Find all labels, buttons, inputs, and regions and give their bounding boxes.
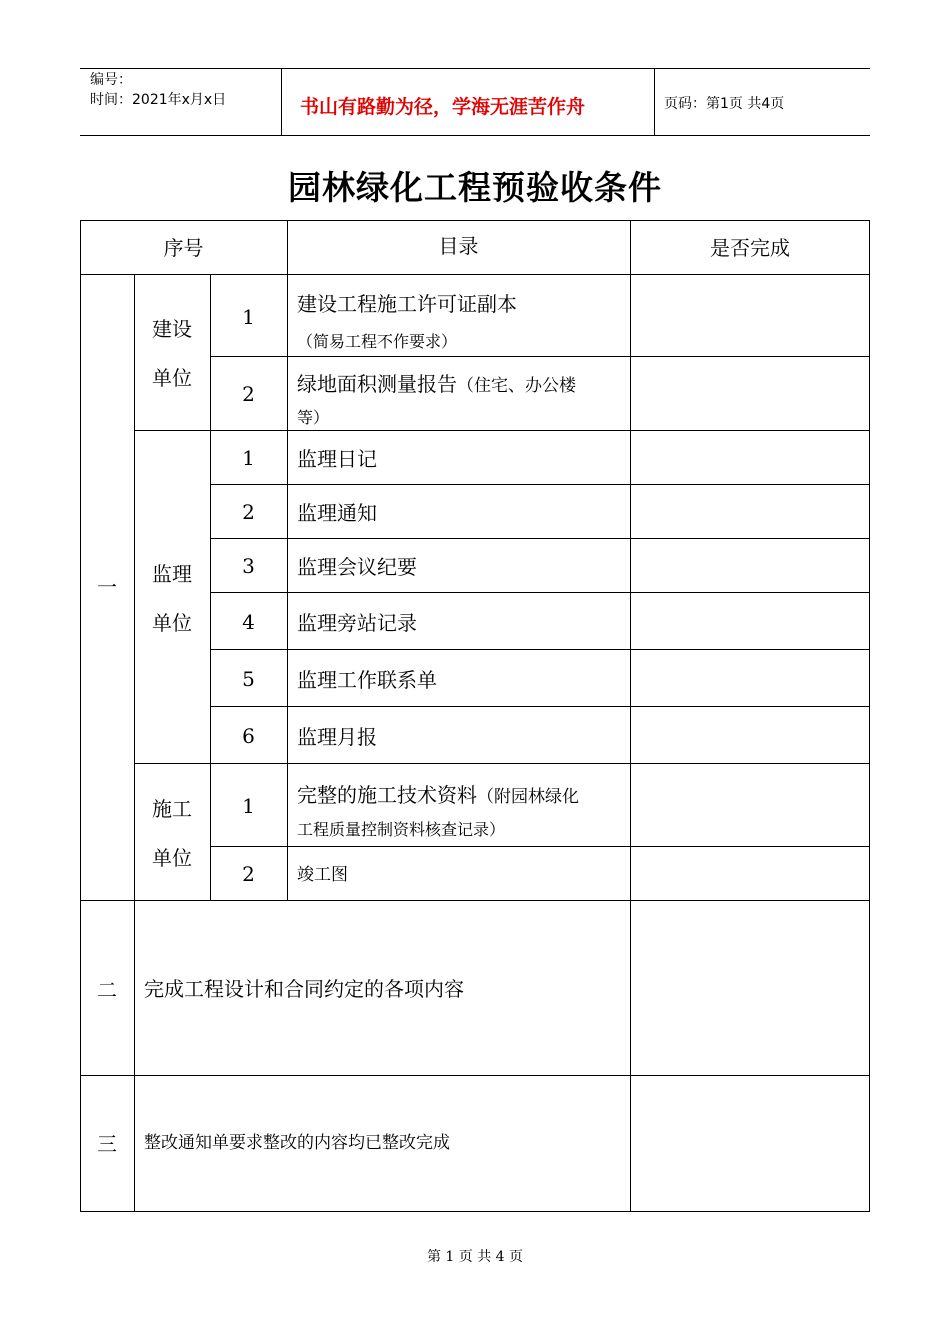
section-number: 二 [97,978,117,1002]
item-number: 1 [242,446,255,470]
unit-label: 单位 [152,611,192,635]
table-rule [210,846,870,847]
table-rule [80,274,870,275]
doc-time-label: 时间：2021年x月x日 [90,92,227,108]
table-rule [210,484,870,485]
item-note: （简易工程不作要求） [297,332,458,351]
item-number: 2 [242,382,255,406]
table-rule [869,220,870,1212]
header-top-rule [80,68,870,69]
header-divider-2 [654,68,655,136]
table-rule [287,220,288,901]
item-text: 监理通知 [297,501,377,525]
item-text: 完整的施工技术资料 [297,783,477,807]
table-rule [134,763,870,764]
unit-label: 单位 [152,366,192,390]
page-title: 园林绿化工程预验收条件 [288,168,662,207]
table-rule [210,706,870,707]
item-note: 等） [297,408,330,427]
table-rule [210,538,870,539]
unit-label: 监理 [152,562,192,586]
page-info: 页码：第1页 共4页 [664,96,785,112]
item-text-with-note [297,371,576,399]
item-text: 监理会议纪要 [297,555,417,579]
item-text: 监理日记 [297,447,377,471]
table-rule [80,1211,870,1212]
item-note: （住宅、办公楼 [457,376,576,396]
item-number: 2 [242,500,255,524]
table-rule [134,274,135,1212]
header-motto: 书山有路勤为径，学海无涯苦作舟 [300,96,586,118]
item-text: 竣工图 [297,865,348,885]
header-seq: 序号 [163,236,204,260]
table-rule [80,220,81,1212]
unit-label: 施工 [152,797,192,821]
item-text-with-note [297,782,579,810]
item-number: 4 [242,610,255,634]
item-note: （附园林绿化 [477,787,579,807]
table-rule [210,592,870,593]
header-done: 是否完成 [710,236,790,260]
item-number: 2 [242,862,255,886]
section-text: 整改通知单要求整改的内容均已整改完成 [144,1133,450,1153]
table-rule [80,900,870,901]
section-number: 三 [97,1132,117,1156]
doc-number-label: 编号： [90,72,132,88]
table-rule [210,356,870,357]
unit-label: 单位 [152,846,192,870]
item-number: 1 [242,794,255,818]
page-footer: 第 1 页 共 4 页 [426,1249,524,1265]
table-rule [630,220,631,1212]
section-text: 完成工程设计和合同约定的各项内容 [144,977,464,1001]
item-text: 监理月报 [297,725,377,749]
item-text: 监理旁站记录 [297,611,417,635]
item-number: 1 [242,305,255,329]
header-catalog: 目录 [438,234,479,258]
header-divider-1 [281,68,282,136]
section-number: 一 [97,575,117,599]
item-note: 工程质量控制资料核查记录） [297,820,506,839]
item-text: 监理工作联系单 [297,668,437,692]
item-text: 建设工程施工许可证副本 [297,292,517,316]
item-number: 3 [242,554,255,578]
header-bottom-rule [80,135,870,136]
table-rule [210,649,870,650]
item-number: 5 [242,667,255,691]
item-text: 绿地面积测量报告 [297,372,457,396]
item-number: 6 [242,724,255,748]
table-rule [80,1075,870,1076]
table-rule [80,220,870,221]
unit-label: 建设 [152,317,192,341]
table-rule [134,430,870,431]
